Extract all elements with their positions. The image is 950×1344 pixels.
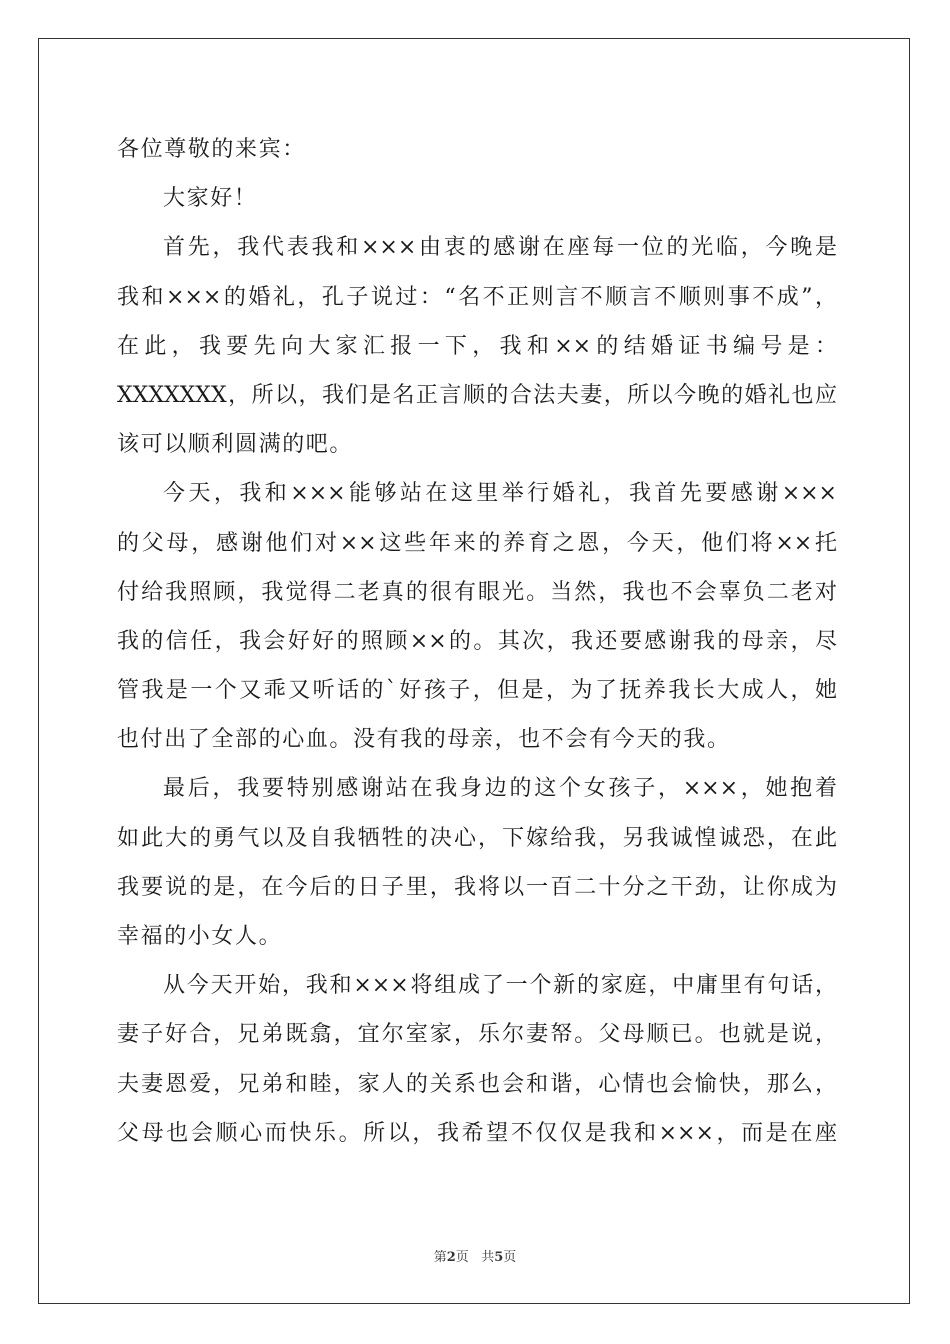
text-line: 最后，我要特别感谢站在我身边的这个女孩子，×××，她抱着 (163, 776, 837, 802)
text-line: 我和×××的婚礼，孔子说过：“名不正则言不顺言不顺则事不成”， (117, 284, 837, 310)
text-line: 今天，我和×××能够站在这里举行婚礼，我首先要感谢××× (163, 481, 837, 507)
text-line: 夫妻恩爱，兄弟和睦，家人的关系也会和谐，心情也会愉快，那么， (117, 1071, 837, 1097)
text-line: 我要说的是，在今后的日子里，我将以一百二十分之干劲，让你成为 (117, 874, 837, 900)
text-line: 我的信任，我会好好的照顾××的。其次，我还要感谢我的母亲，尽 (117, 628, 837, 654)
footer-total-suffix: 页 (503, 1250, 517, 1265)
text-line: 付给我照顾，我觉得二老真的很有眼光。当然，我也不会辜负二老对 (117, 579, 837, 605)
text-line: 幸福的小女人。 (117, 924, 283, 949)
footer-prefix: 第 (433, 1250, 447, 1265)
text-line: 管我是一个又乖又听话的`好孩子，但是，为了抚养我长大成人，她 (117, 678, 837, 704)
text-line: 各位尊敬的来宾： (117, 137, 306, 162)
text-line: XXXXXXX，所以，我们是名正言顺的合法夫妻，所以今晚的婚礼也应 (117, 382, 837, 408)
text-line: 父母也会顺心而快乐。所以，我希望不仅仅是我和×××，而是在座 (117, 1120, 837, 1146)
footer-page-suffix: 页 (455, 1250, 469, 1265)
text-line: 大家好！ (163, 186, 258, 212)
total-pages: 5 (494, 1250, 504, 1265)
page-footer (0, 1246, 950, 1265)
text-line: 如此大的勇气以及自我牺牲的决心，下嫁给我，另我诚惶诚恐，在此 (117, 825, 837, 851)
text-line: 在此，我要先向大家汇报一下，我和××的结婚证书编号是： (117, 333, 837, 359)
text-line: 也付出了全部的心血。没有我的母亲，也不会有今天的我。 (117, 727, 731, 753)
page-number: 2 (446, 1250, 456, 1265)
text-line: 首先，我代表我和×××由衷的感谢在座每一位的光临，今晚是 (163, 235, 837, 261)
document-body (117, 125, 837, 1158)
text-line: 妻子好合，兄弟既翕，宜尔室家，乐尔妻帑。父母顺已。也就是说， (117, 1022, 837, 1048)
text-line: 从今天开始，我和×××将组成了一个新的家庭，中庸里有句话， (163, 973, 837, 999)
text-line: 该可以顺利圆满的吧。 (117, 432, 354, 458)
text-line: 的父母，感谢他们对××这些年来的养育之恩，今天，他们将××托 (117, 530, 837, 556)
footer-total-prefix: 共 (481, 1250, 495, 1265)
